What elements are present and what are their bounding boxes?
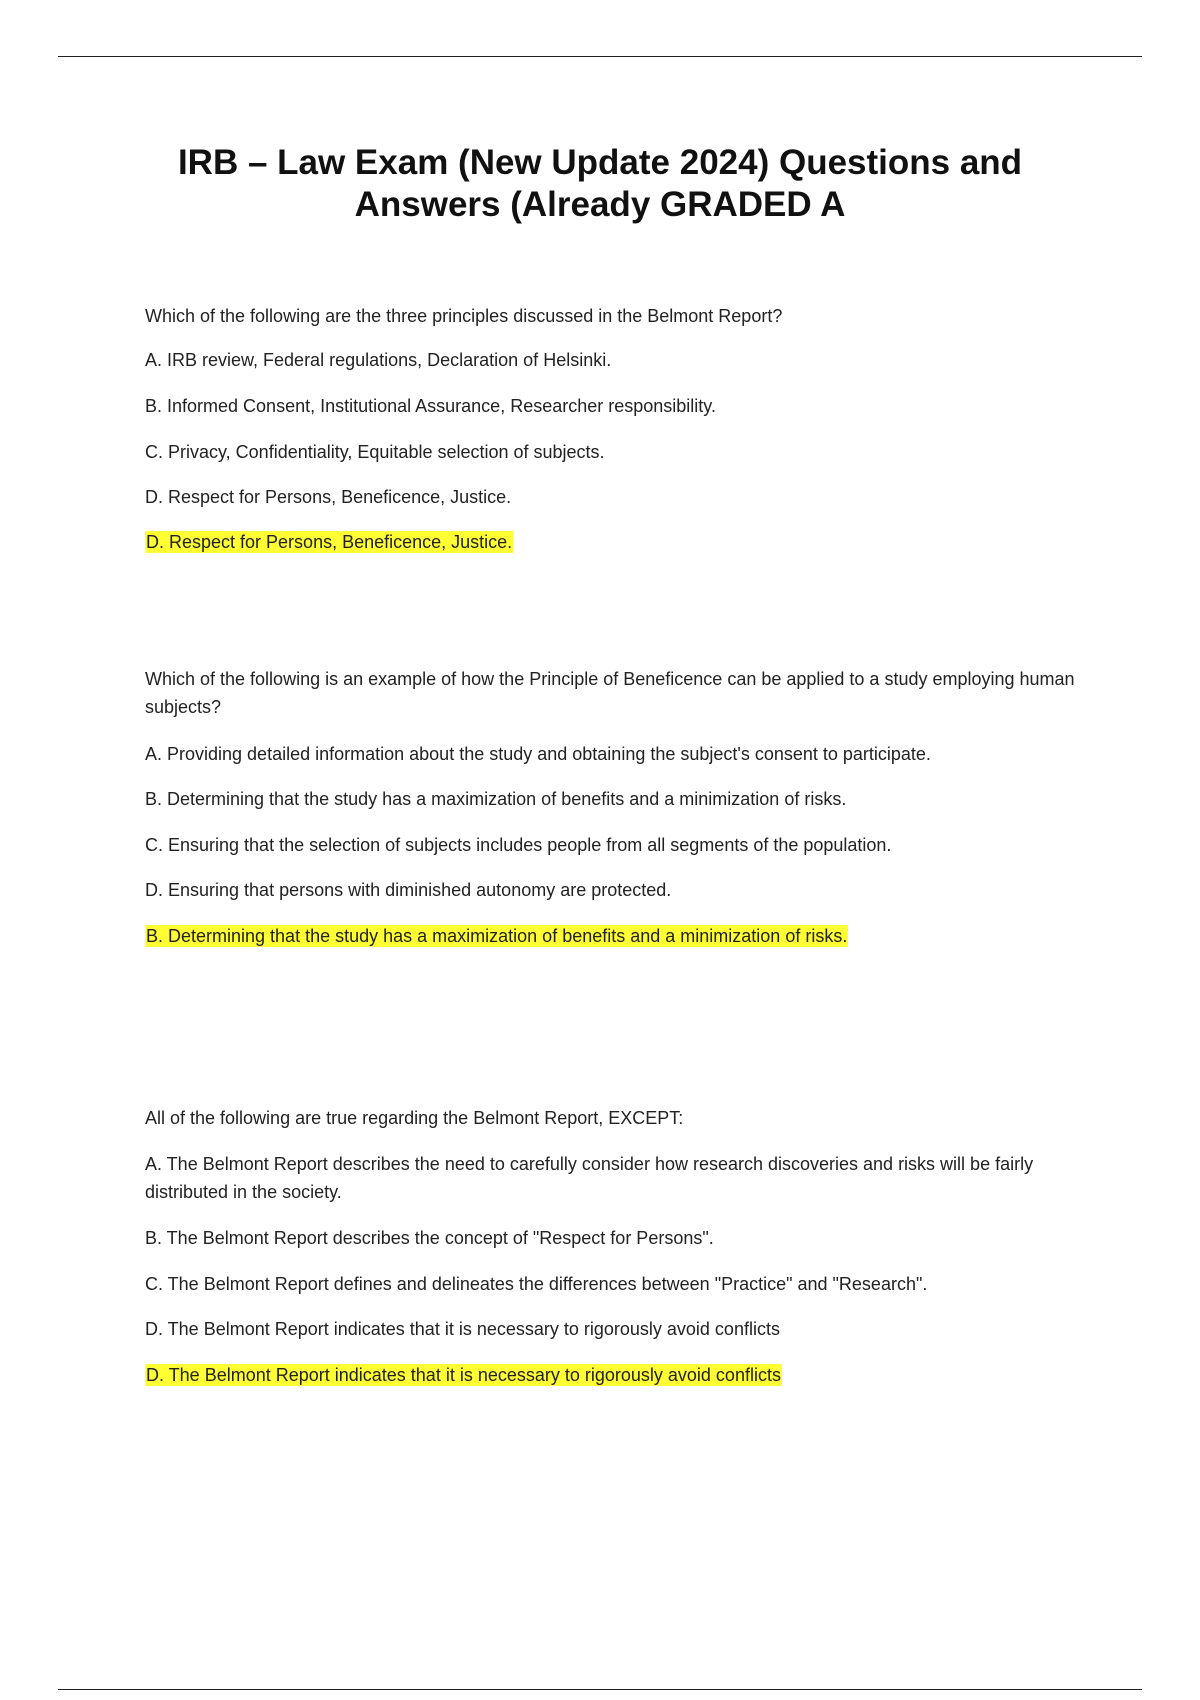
answer-option-a: A. IRB review, Federal regulations, Declaration of Helsinki.: [145, 350, 612, 370]
page-title: [100, 142, 1100, 226]
answer-option-b: B. The Belmont Report describes the concept of "Respect for Persons".: [145, 1228, 714, 1248]
highlighted-answer: D. The Belmont Report indicates that it is necessary to rigorously avoid conflicts: [146, 1365, 781, 1385]
question-prompt: All of the following are true regarding the Belmont Report, EXCEPT:: [145, 1108, 684, 1128]
highlighted-answer: D. Respect for Persons, Beneficence, Justice.: [146, 532, 513, 552]
answer-option-a: A. Providing detailed information about the study and obtaining the subject's consent to participate.: [145, 744, 931, 764]
answer-option-b: B. Informed Consent, Institutional Assurance, Researcher responsibility.: [145, 396, 716, 416]
title-line-2: Answers (Already GRADED A: [354, 185, 846, 224]
answer-option-c: C. The Belmont Report defines and delineates the differences between "Practice" and "Research".: [145, 1274, 928, 1294]
bottom-rule: [58, 1689, 1142, 1690]
answer-option-d: D. The Belmont Report indicates that it is necessary to rigorously avoid conflicts: [145, 1319, 780, 1339]
answer-option-c: C. Ensuring that the selection of subjects includes people from all segments of the population.: [145, 835, 892, 855]
answer-option-d: D. Respect for Persons, Beneficence, Justice.: [145, 487, 512, 507]
answer-option-d: D. Ensuring that persons with diminished autonomy are protected.: [145, 880, 672, 900]
top-rule: [58, 56, 1142, 57]
question-prompt: Which of the following is an example of how the Principle of Beneficence can be applied to a study employing human subjects?: [145, 669, 1075, 717]
title-line-1: IRB – Law Exam (New Update 2024) Questions and: [177, 143, 1023, 182]
correct-answer: [145, 528, 513, 556]
correct-answer: [145, 1361, 782, 1389]
highlighted-answer: B. Determining that the study has a maximization of benefits and a minimization of risks.: [146, 926, 848, 946]
answer-option-b: B. Determining that the study has a maximization of benefits and a minimization of risks.: [145, 789, 847, 809]
answer-option-a: A. The Belmont Report describes the need to carefully consider how research discoveries and risks will be fairly distributed in the society.: [145, 1154, 1034, 1202]
answer-option-c: C. Privacy, Confidentiality, Equitable selection of subjects.: [145, 442, 605, 462]
question-prompt: Which of the following are the three principles discussed in the Belmont Report?: [145, 306, 783, 326]
correct-answer: [145, 922, 848, 950]
